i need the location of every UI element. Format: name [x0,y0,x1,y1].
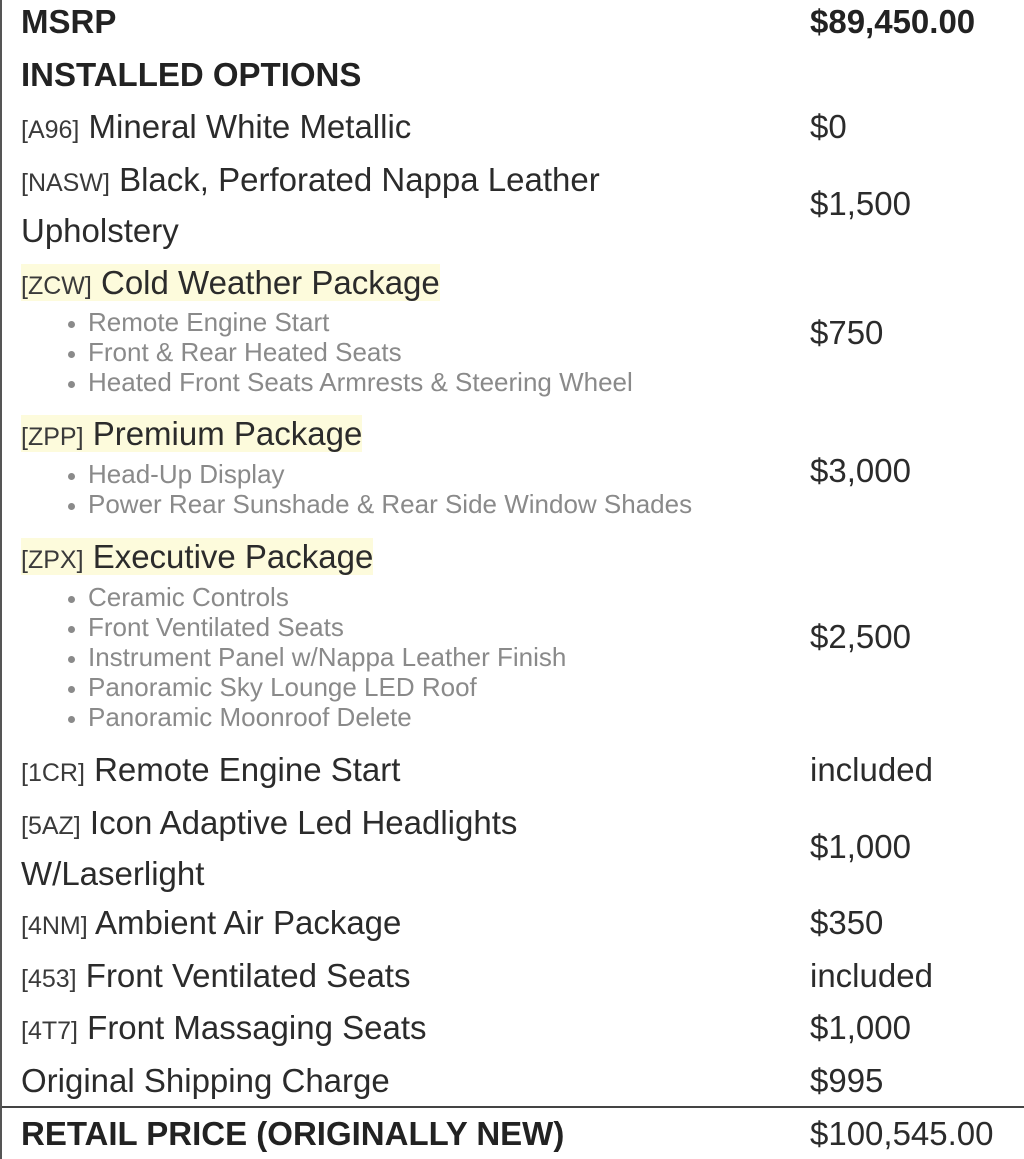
retail-price: $100,545.00 [810,1115,994,1152]
feature-list [42,582,566,732]
option-label [21,154,600,209]
feature-item: • Panoramic Moonroof Delete [88,702,566,732]
option-code: [ZPP] [21,423,84,451]
option-price: included [810,957,933,994]
feature-item: • Remote Engine Start [88,307,633,337]
feature-item: • Power Rear Sunshade & Rear Side Window Shades [88,489,692,519]
option-name: Icon Adaptive Led Headlights [89,804,518,841]
shipping-label: Original Shipping Charge [21,1062,390,1099]
option-code: [1CR] [21,759,85,787]
feature-item: • Instrument Panel w/Nappa Leather Finish [88,642,566,672]
option-label [21,101,411,156]
option-price: $1,500 [810,185,911,222]
option-highlight [21,415,362,452]
feature-item: • Panoramic Sky Lounge LED Roof [88,672,566,702]
option-label [21,1002,427,1057]
option-name: Ambient Air Package [95,904,402,941]
option-price: $2,500 [810,618,911,655]
option-name: Front Massaging Seats [87,1009,427,1046]
feature-list [42,307,633,397]
option-price: $3,000 [810,452,911,489]
feature-item: • Heated Front Seats Armrests & Steering Wheel [88,367,633,397]
feature-item: • Head-Up Display [88,459,692,489]
option-price: $350 [810,904,884,941]
option-code: [4NM] [21,912,88,940]
option-name: Black, Perforated Nappa Leather [119,161,600,198]
option-price: $750 [810,314,884,351]
msrp-price: $89,450.00 [810,3,976,40]
option-name-line2: Upholstery [21,212,179,249]
option-name: Cold Weather Package [101,264,440,301]
option-label [21,257,440,312]
option-price: $1,000 [810,1009,911,1046]
shipping-price: $995 [810,1062,884,1099]
option-label [21,897,401,952]
option-name: Executive Package [92,538,374,575]
feature-item: • Front & Rear Heated Seats [88,337,633,367]
feature-item: • Front Ventilated Seats [88,612,566,642]
option-code: [ZCW] [21,272,92,300]
option-name-line2: W/Laserlight [21,855,205,892]
msrp-label: MSRP [21,3,117,40]
feature-item: • Ceramic Controls [88,582,566,612]
option-label [21,408,362,463]
option-label [21,531,373,586]
option-code: [5AZ] [21,812,81,840]
option-price: included [810,751,933,788]
option-code: [4T7] [21,1017,78,1045]
option-price: $1,000 [810,828,911,865]
option-name: Premium Package [92,415,363,452]
option-label [21,744,400,799]
option-code: [A96] [21,116,80,144]
option-code: [453] [21,965,77,993]
option-name: Remote Engine Start [94,751,401,788]
option-label [21,950,410,1005]
feature-list [42,459,692,519]
option-price: $0 [810,108,847,145]
installed-options-heading: INSTALLED OPTIONS [21,56,362,93]
option-code: [ZPX] [21,546,84,574]
option-highlight [21,264,440,301]
retail-label: RETAIL PRICE (ORIGINALLY NEW) [21,1115,565,1152]
option-name: Mineral White Metallic [88,108,412,145]
option-name: Front Ventilated Seats [85,957,411,994]
option-code: [NASW] [21,169,110,197]
option-label [21,797,517,852]
option-highlight [21,538,373,575]
